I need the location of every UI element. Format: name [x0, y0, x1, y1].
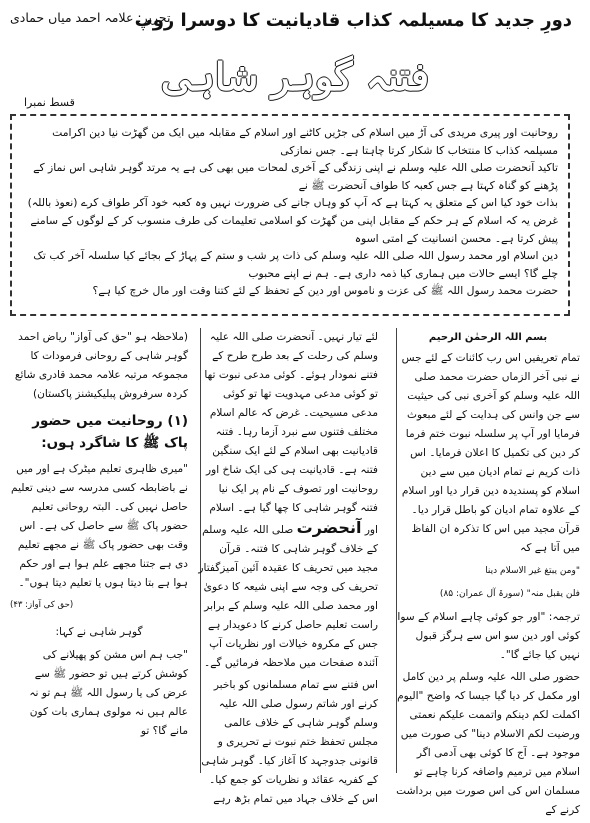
episode-label: قسط نمبرا [24, 96, 75, 109]
intro-line: بذات خود کیا اس کے متعلق یہ کہتا ہے کہ آپ کو وہاں جانے کی ضرورت نہیں وہ کعبہ خود آکر طواف کرے (نعوذ باللہ) [27, 196, 558, 210]
paragraph-text: صلی اللہ علیہ وسلم کے خلاف گوہر شاہی کا فتنہ۔ قرآن مجید میں تحریف کا عقیدہ آئین آمیزگفتار تحریف کی وجہ سے اپنی شیعہ کا دعویٰ اور محمد صلی اللہ علیہ وسلم کے برابر راست تعلیم حاصل کرنے کا دعویدار ہے جس کے مکروہ خیالات اور نظریات آپ آئندہ صفحات میں ملاحظہ فرمائیں گے۔ [198, 524, 378, 669]
paragraph: اس فتنے سے تمام مسلمانوں کو باخبر کرنے اور شاتم رسول صلی اللہ علیہ وسلم گوہر شاہی کے خلاف عالمی مجلس تحفظ ختم نبوت نے تحریری و قانونی جدوجہد کا آغاز کیا۔ گوہر شاہی کے کفریہ عقائد و نظریات کو جمع کیا۔ اس کے خلاف جہاد میں تمام بڑھ رہے [201, 679, 378, 805]
author-byline: تحریر: علامہ احمد میاں حمادی [10, 10, 171, 25]
intro-line: غرض یہ کہ اسلام کے ہر حکم کے مقابل اپنی من گھڑت کو اسلامی تعلیمات کی طرف منسوب کر کے لوگوں کے سامنے پیش کرتا ہے۔ محسن انسانیت کے امتی اسوہ [30, 213, 558, 245]
reference-note: (ملاحظہ ہو "حق کی آواز" ریاض احمد گوہر شاہی کے روحانی فرمودات کا مجموعہ مرتبہ علامہ محمد قادری شائع کردہ سرفروش پبلیکیشنز پاکستان) [14, 331, 188, 400]
intro-line: روحانیت اور پیری مریدی کی آڑ میں اسلام کی جڑیں کاٹنے اور اسلام کے مقابلہ میں ایک من گھڑت نیا دین اکرامت مسیلمہ کذاب کا منتخاب کا شکار کرتا چاہتا ہے۔ جس نمازکی [52, 126, 558, 157]
paragraph: ترجمہ: "اور جو کوئی چاہے اسلام کے سوا کوئی اور دین سو اس سے ہرگز قبول نہیں کیا جائے گا"۔ [397, 611, 580, 661]
paragraph: حضور صلی اللہ علیہ وسلم پر دین کامل اور مکمل کر دیا گیا جیسا کہ واضح "الیوم اکملت لکم دینکم واتممت علیکم نعمتی ورضیت لکم الاسلام دینا" کی صورت میں موجود ہے۔ آج کا کوئی بھی آدمی اگر اسلام میں ترمیم واضافہ کرنا چاہے تو مسلمان اس کی اس صورت میں برداشت کرنے کے [396, 671, 580, 816]
column-middle [198, 328, 378, 812]
sub-heading: گوہر شاہی نے کہا: [55, 626, 143, 638]
quran-quote: "ومن یبتغ غیر الاسلام دینا [485, 566, 580, 576]
intro-box [10, 114, 570, 316]
column-left [10, 328, 188, 744]
main-title-text: فتنہ گوہر شاہی [160, 54, 430, 99]
intro-line: حضرت محمد رسول اللہ ﷺ کی عزت و ناموس اور دین کے تحفظ کے لئے کتنا وقت اور مال خرچ کیا ہے؟ [92, 284, 558, 298]
paragraph: تمام تعریفیں اس رب کائنات کے لئے جس نے نبی آخر الزماں حضرت محمد صلی اللہ علیہ وسلم کو آخری نبی کی حیثیت سے جن وانس کی ہدایت کے لئے مبعوث فرمایا اور آپ پر سلسلہ نبوت ختم فرما کر دین کی تکمیل کا اعلان فرمایا۔ اس ذات کریم نے تمام ادیان میں سے دین اسلام کو پسندیدہ دین قرار دیا اور اسلام کے علاوہ تمام ادیان کو باطل قرار دیا۔ قرآن مجید میں اس کا تذکرہ ان الفاظ میں آتا ہے کہ [401, 352, 580, 554]
column-right [396, 328, 580, 823]
quote-paragraph: "جب ہم اس مشن کو پھیلانے کی کوشش کرتے ہیں تو حضور ﷺ سے عرض کی یا رسول اللہ ﷺ ہم تو نہ عالم ہیں نہ مولوی ہماری بات کون مانے گا؟ تو [29, 649, 188, 737]
intro-line: تاکید آنحضرت صلی اللہ علیہ وسلم نے اپنی زندگی کے آخری لمحات میں بھی کی ہے یہ مرتد گوہر شاہی اس نماز کے پڑھنے کو گناہ کہتا ہے جس کعبہ کا طواف آنحضرت ﷺ نے [33, 161, 558, 192]
main-title [120, 52, 470, 101]
basmala: بسم اللہ الرحمٰن الرحیم [428, 332, 548, 343]
section-heading: (۱) روحانیت میں حضور پاک ﷺ کا شاگرد ہوں: [32, 413, 188, 451]
intro-line: دین اسلام اور محمد رسول اللہ صلی اللہ علیہ وسلم کی ذات پر شب و ستم کے پہاڑ کے بجائے کیا سلسلہ آخر کب تک چلے گا؟ ایسے حالات میں ہماری کیا ذمہ داری ہے۔ ہم نے اپنے محبوب [33, 249, 558, 280]
paragraph [198, 328, 378, 673]
source-reference: (حق کی آواز: ۴۳) [10, 600, 74, 610]
emphasized-word: آنحضرت [296, 518, 362, 537]
quote-paragraph: "میری ظاہری تعلیم میٹرک ہے اور میں نے باضابطہ کسی مدرسہ سے دینی تعلیم حاصل نہیں کی۔ البتہ روحانی تعلیم حضور پاک ﷺ سے حاصل کی ہے۔ اس وقت بھی حضور پاک ﷺ نے مجھے تعلیم دی ہے جتنا مجھے علم ہوا ہے اور حکم ہوا ہے بتا دیتا ہوں یا تعلیم دیتا ہوں"۔ [11, 463, 188, 589]
series-title: دورِ جدید کا مسیلمہ کذاب قادیانیت کا دوسرا روپ [134, 10, 572, 31]
paragraph-text: لئے تیار نہیں۔ آنحضرت صلی اللہ علیہ وسلم کی رحلت کے بعد طرح طرح کے فتنے نمودار ہوئے۔ کوئی مدعی نبوت تھا تو کوئی مدعی مہدویت تھا تو کوئی مدعی مسیحیت۔ غرض کہ عالم اسلام مختلف فتنوں سے نبرد آزما رہا۔ فتنہ قادیانیت بھی اسلام کے لئے ایک سنگین فتنہ ہے۔ قادیانیت ہی کی ایک شاخ اور روحانیت اور تصوف کے نام پر ایک نیا فتنہ گوہر شاہی کا چھا گیا ہے۔ اسلام اور [204, 331, 378, 536]
quran-quote-ref: فلن یقبل منہ" (سورۃ آل عمران: ۸۵) [439, 589, 580, 599]
